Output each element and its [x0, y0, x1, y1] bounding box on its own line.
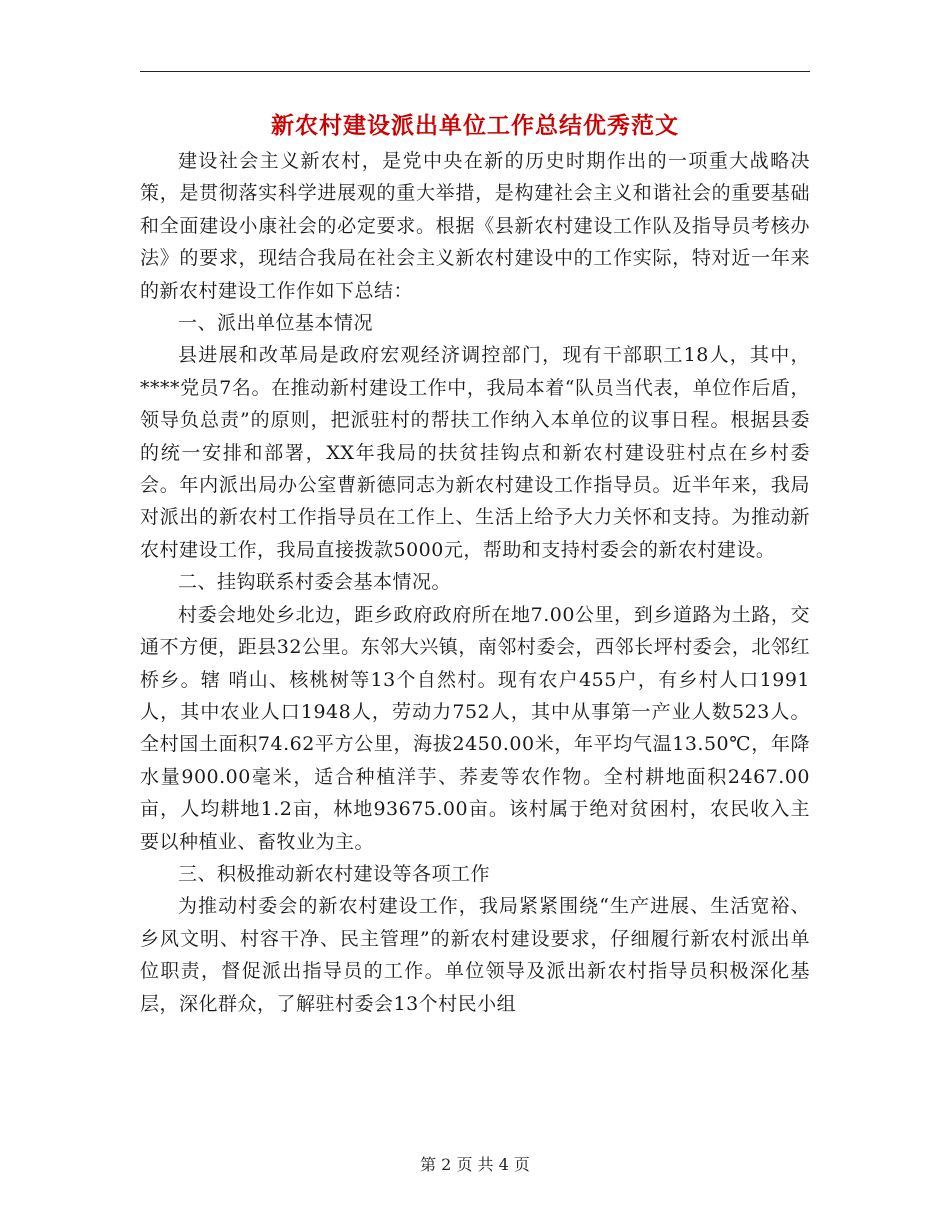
- section-heading-2: 二、挂钩联系村委会基本情况。: [178, 571, 452, 594]
- document-body: [140, 145, 810, 1020]
- paragraph-section-3: 为推动村委会的新农村建设工作，我局紧紧围绕“生产进展、生活宽裕、乡风文明、村容干净、民主管理”的新农村建设要求，仔细履行新农村派出单位职责，督促派出指导员的工作。单位领导及派出新农村指导员积极深化基层，深化群众，了解驻村委会13个村民小组: [140, 895, 810, 1015]
- paragraph-intro: 建设社会主义新农村，是党中央在新的历史时期作出的一项重大战略决策，是贯彻落实科学进展观的重大举措，是构建社会主义和谐社会的重要基础和全面建设小康社会的必定要求。根据《县新农村建设工作队及指导员考核办法》的要求，现结合我局在社会主义新农村建设中的工作实际，特对近一年来的新农村建设工作作如下总结：: [140, 150, 810, 302]
- section-heading-3: 三、积极推动新农村建设等各项工作: [178, 862, 491, 885]
- paragraph-section-2: 村委会地处乡北边，距乡政府政府所在地7.00公里，到乡道路为土路，交通不方便，距县32公里。东邻大兴镇，南邻村委会，西邻长坪村委会，北邻红桥乡。辖 哨山、核桃树等13个自然村。现有农户455户，有乡村人口1991人，其中农业人口1948人，劳动力752人，其中从事第一产业人数523人。全村国土面积74.62平方公里，海拔2450.00米，年平均气温13.50℃，年降水量900.00毫米，适合种植洋芋、荞麦等农作物。全村耕地面积2467.00亩，人均耕地1.2亩，林地93675.00亩。该村属于绝对贫困村，农民收入主要以种植业、畜牧业为主。: [140, 603, 810, 853]
- header-rule: [140, 71, 810, 72]
- page-footer: [0, 1152, 950, 1175]
- document-title: 新农村建设派出单位工作总结优秀范文: [271, 112, 679, 139]
- section-heading-1: 一、派出单位基本情况: [178, 312, 374, 335]
- page-number: 第 2 页 共 4 页: [420, 1155, 530, 1174]
- paragraph-section-1: 县进展和改革局是政府宏观经济调控部门，现有干部职工18人，其中，****党员7名。在推动新村建设工作中，我局本着“队员当代表，单位作后盾，领导负总责”的原则，把派驻村的帮扶工作纳入本单位的议事日程。根据县委的统一安排和部署，XX年我局的扶贫挂钩点和新农村建设驻村点在乡村委会。年内派出局办公室曹新德同志为新农村建设工作指导员。近半年来，我局对派出的新农村工作指导员在工作上、生活上给予大力关怀和支持。为推动新农村建设工作，我局直接拨款5000元，帮助和支持村委会的新农村建设。: [140, 344, 810, 561]
